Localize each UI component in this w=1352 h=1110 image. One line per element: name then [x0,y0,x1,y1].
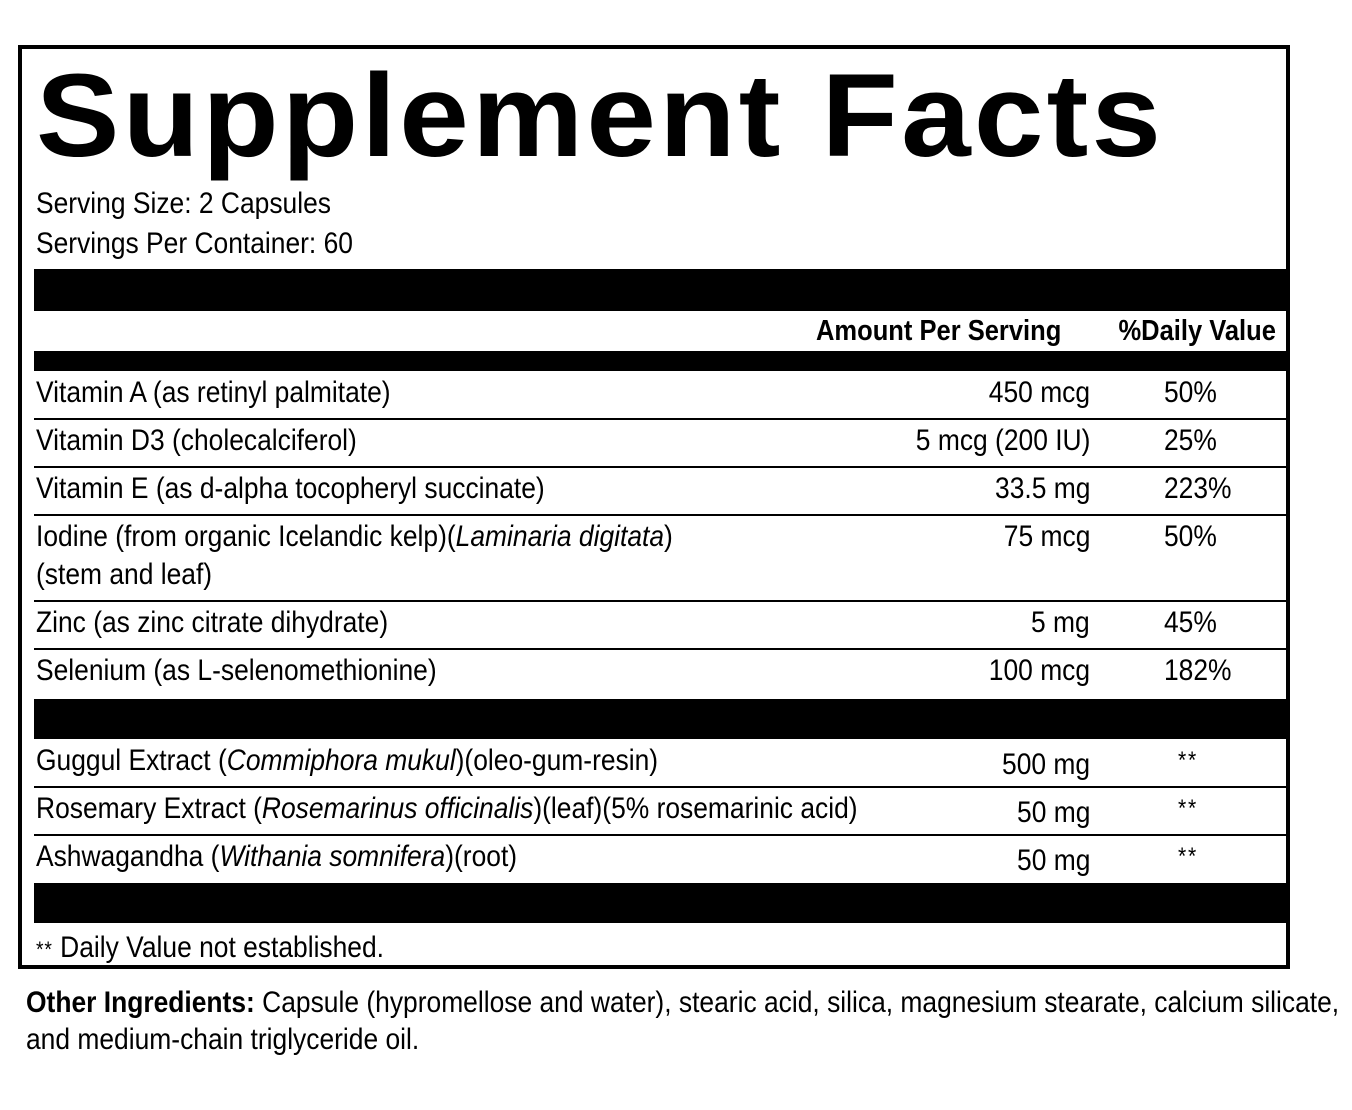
nutrient-name: Zinc (as zinc citrate dihydrate) [36,606,389,639]
nutrient-amount: 450 mcg [988,376,1090,409]
footnote-text: Daily Value not established. [60,931,385,964]
nutrient-amount: 33.5 mg [994,472,1090,505]
ingredient-row [34,838,1286,882]
other-ingredients [26,984,1346,1058]
ingredient-daily-value: ** [1178,843,1198,870]
nutrient-row [34,374,1286,420]
other-ingredients-text: Capsule (hypromellose and water), stearic acid, silica, magnesium stearate, calcium silicate, and medium-chain triglyceride oil. [26,986,1340,1056]
ingredient-daily-value: ** [1178,795,1198,822]
ingredient-daily-value: ** [1178,747,1198,774]
nutrient-row [34,604,1286,650]
nutrient-name: Vitamin E (as d-alpha tocopheryl succinate) [36,472,545,505]
thick-divider [34,883,1286,923]
nutrient-daily-value: 50% [1164,376,1217,409]
nutrient-daily-value: 182% [1164,654,1232,687]
footnote-stars: ** [36,937,53,962]
other-ingredients-label: Other Ingredients: [26,986,255,1019]
serving-size: Serving Size: 2 Capsules [36,187,331,220]
nutrient-amount: 100 mcg [988,654,1090,687]
nutrient-row [34,652,1286,696]
nutrient-amount: 5 mcg (200 IU) [915,424,1090,457]
footnote [36,933,384,963]
nutrient-name: Vitamin D3 (cholecalciferol) [36,424,357,457]
nutrient-name: Iodine (from organic Icelandic kelp)(Laminaria digitata) (stem and leaf) [36,520,673,591]
nutrient-daily-value: 223% [1164,472,1232,505]
thick-divider [34,269,1286,311]
ingredient-row [34,790,1286,836]
thick-divider [34,699,1286,739]
medium-divider [34,351,1286,371]
nutrient-row [34,470,1286,516]
amount-header: Amount Per Serving [816,315,1062,347]
nutrient-name: Vitamin A (as retinyl palmitate) [36,376,391,409]
ingredient-amount: 50 mg [1016,844,1090,877]
ingredient-row [34,742,1286,788]
nutrient-name: Selenium (as L-selenomethionine) [36,654,437,687]
nutrient-daily-value: 25% [1164,424,1217,457]
ingredient-name: Ashwagandha (Withania somnifera)(root) [36,840,518,873]
daily-value-header: %Daily Value [1118,315,1276,347]
nutrient-daily-value: 45% [1164,606,1217,639]
ingredient-amount: 50 mg [1016,796,1090,829]
nutrient-row [34,422,1286,468]
panel-title: Supplement Facts [36,50,1165,182]
ingredient-name: Rosemary Extract (Rosemarinus officinalis)(leaf)(5% rosemarinic acid) [36,792,858,825]
nutrient-amount: 75 mcg [1003,520,1090,553]
ingredient-name: Guggul Extract (Commiphora mukul)(oleo-gum-resin) [36,744,659,777]
nutrient-amount: 5 mg [1031,606,1090,639]
nutrient-daily-value: 50% [1164,520,1217,553]
supplement-facts-panel [18,45,1290,969]
ingredient-amount: 500 mg [1001,748,1090,781]
servings-per-container: Servings Per Container: 60 [36,227,353,260]
nutrient-row [34,518,1286,602]
